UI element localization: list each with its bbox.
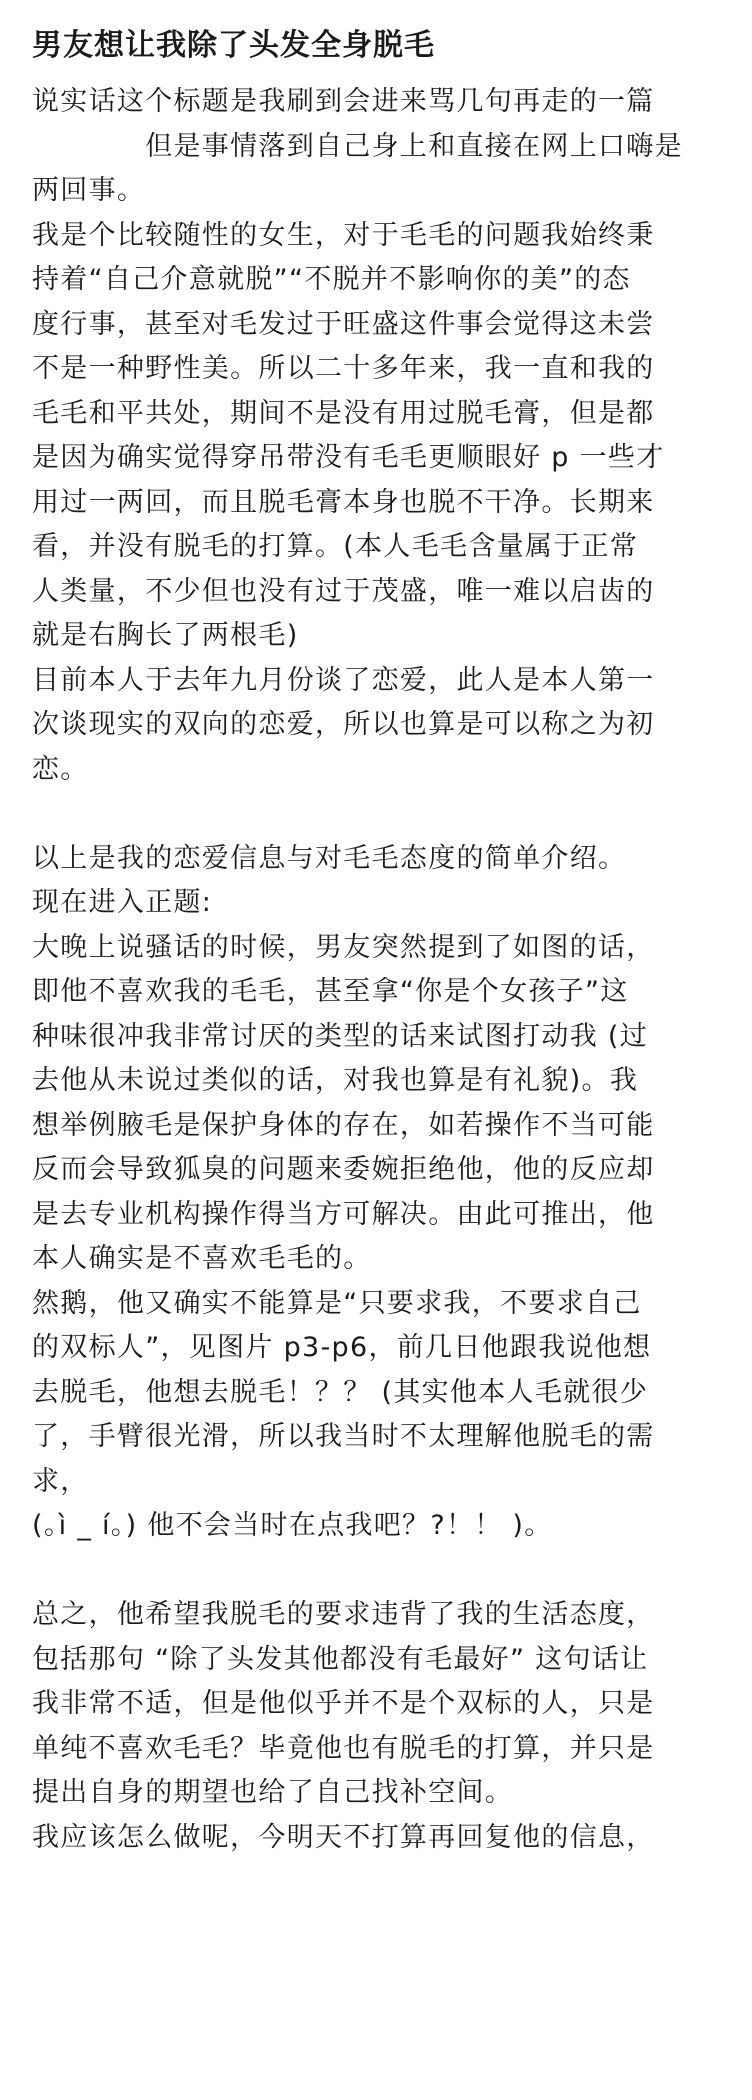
text-line: 想举例腋毛是保护身体的存在，如若操作不当可能 [32,1109,655,1141]
watermark-logo [674,2060,734,2090]
text-line: 然鹅，他又确实不能算是“只要求我，不要求自己 [32,1287,642,1319]
text-line: 种味很冲我非常讨厌的类型的话来试图打动我 (过 [32,1020,649,1052]
text-line: 大晚上说骚话的时候，男友突然提到了如图的话， [32,931,655,963]
text-line: 恋。 [32,753,89,785]
text-line: 但是事情落到自己身上和直接在网上口嗨是 [32,130,683,162]
text-line: 看，并没有脱毛的打算。(本人毛毛含量属于正常 [32,531,639,562]
article-body [32,80,724,1860]
blank-line [32,792,724,837]
text-line: 毛毛和平共处，期间不是没有用过脱毛膏，但是都 [32,397,655,429]
text-line: 反而会导致狐臭的问题来委婉拒绝他，他的反应却 [32,1154,655,1185]
text-line: 即他不喜欢我的毛毛，甚至拿“你是个女孩子”这 [32,976,629,1007]
text-line: 持着“自己介意就脱”“不脱并不影响你的美”的态 [32,264,631,295]
text-line: 用过一两回，而且脱毛膏本身也脱不干净。长期来 [32,486,655,518]
text-line: 提出自身的期望也给了自己找补空间。 [32,1777,514,1808]
text-line: 次谈现实的双向的恋爱，所以也算是可以称之为初 [32,709,655,740]
text-line: 目前本人于去年九月份谈了恋爱，此人是本人第一 [32,664,655,696]
text-line: 的双标人”，见图片 p3-p6，前几日他跟我说他想 [32,1332,652,1363]
text-line: 两回事。 [32,175,146,206]
text-line: 是去专业机构操作得当方可解决。由此可推出，他 [32,1198,655,1230]
text-line: 是因为确实觉得穿吊带没有毛毛更顺眼好 p 一些才 [32,442,665,473]
text-line: 我应该怎么做呢，今明天不打算再回复他的信息， [32,1821,655,1853]
text-line: (｡ì _ í｡) 他不会当时在点我吧？?！！ )。 [32,1510,553,1541]
text-line: 包括那句 “除了头发其他都没有毛最好” 这句话让 [32,1643,649,1675]
text-line: 人类量，不少但也没有过于茂盛，唯一难以启齿的 [32,575,655,607]
text-line: 现在进入正题: [32,887,213,918]
text-line: 度行事，甚至对毛发过于旺盛这件事会觉得这未尝 [32,308,655,340]
blank-line [32,1549,724,1594]
text-line: 我是个比较随性的女生，对于毛毛的问题我始终秉 [32,219,655,251]
text-line: 说实话这个标题是我刷到会进来骂几句再走的一篇 [32,86,655,117]
text-line: 求， [32,1465,89,1497]
text-line: 去脱毛，他想去脱毛！？？ (其实他本人毛就很少 [32,1376,649,1408]
text-line: 单纯不喜欢毛毛？毕竟他也有脱毛的打算，并只是 [32,1732,655,1764]
text-line: 就是右胸长了两根毛) [32,620,299,651]
text-line: 不是一种野性美。所以二十多年来，我一直和我的 [32,353,655,384]
text-line: 本人确实是不喜欢毛毛的。 [32,1243,372,1274]
text-line: 了，手臂很光滑，所以我当时不太理解他脱毛的需 [32,1421,655,1452]
text-line: 我非常不适，但是他似乎并不是个双标的人，只是 [32,1688,655,1719]
article-title: 男友想让我除了头发全身脱毛 [32,28,435,63]
text-line: 以上是我的恋爱信息与对毛毛态度的简单介绍。 [32,842,627,874]
text-line: 总之，他希望我脱毛的要求违背了我的生活态度， [32,1599,655,1630]
text-line: 去他从未说过类似的话，对我也算是有礼貌)。我 [32,1065,639,1096]
